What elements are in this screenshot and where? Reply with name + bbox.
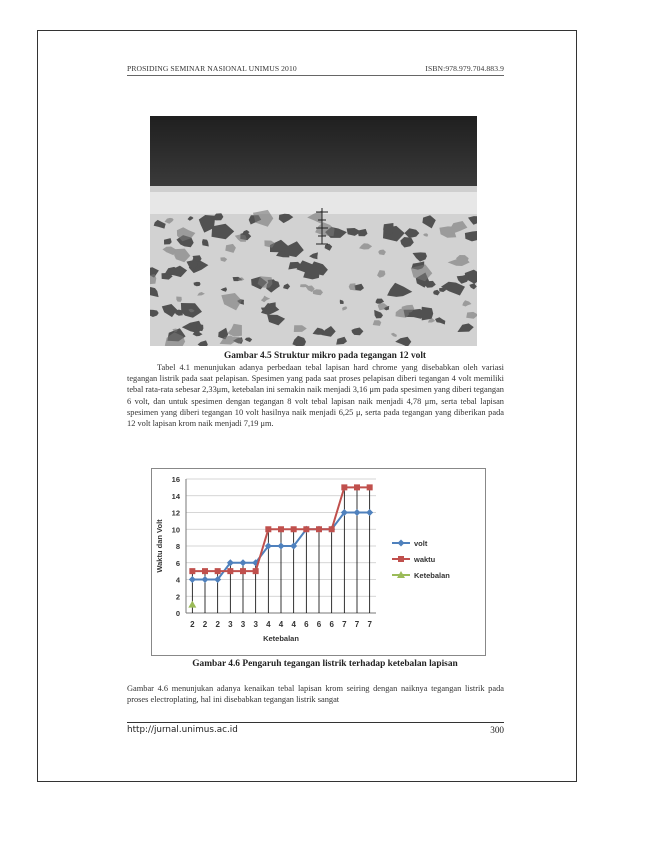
point-waktu <box>303 526 309 532</box>
y-tick-label: 6 <box>175 558 180 568</box>
point-volt <box>278 543 285 550</box>
micrograph-photo <box>150 116 477 346</box>
point-volt <box>366 509 373 516</box>
point-waktu <box>265 526 271 532</box>
x-tick-label: 4 <box>291 620 296 629</box>
y-tick-label: 8 <box>175 542 180 551</box>
point-volt <box>354 509 361 516</box>
paragraph-2-text: Gambar 4.6 menunjukan adanya kenaikan tebal lapisan krom seiring dengan naiknya tegangan listrik pada proses electroplating, hal ini disebabkan tegangan listrik sangat <box>127 684 504 705</box>
y-tick-label: 16 <box>171 475 180 484</box>
x-tick-label: 2 <box>215 620 220 629</box>
y-tick-label: 2 <box>175 592 180 602</box>
x-tick-label: 6 <box>316 620 322 629</box>
paragraph-1-text: Tabel 4.1 menunjukan adanya perbedaan tebal lapisan hard chrome yang disebabkan oleh variasi tegangan listrik pada saat pelapisan. Spesimen yang pada saat proses pelapisan diberi tegangan 4 volt memiliki tebal rata-rata sebesar 2,33μm, ketebalan ini semakin naik menjadi 3,16 μm pada spesimen yang diberi tegangan 6 volt, dan untuk spesimen dengan tegangan 8 volt tebal lapisan naik menjadi 4,78 μm, serta tebal lapisan spesimen yang diberi tegangan 10 volt hasilnya naik menjadi 6,25 μ, serta pada tegangan yang diberikan pada 12 volt lapisan krom naik menjadi 7,19 μm. <box>127 363 504 429</box>
legend-label: waktu <box>414 555 436 564</box>
point-waktu <box>278 526 284 532</box>
point-waktu <box>329 526 335 532</box>
y-axis-title: Waktu dan Volt <box>155 519 164 573</box>
point-volt <box>202 576 209 583</box>
point-waktu <box>202 568 208 574</box>
y-tick-label: 14 <box>171 491 180 501</box>
point-waktu <box>291 526 297 532</box>
legend-marker-icon <box>398 556 404 562</box>
point-waktu <box>354 484 360 490</box>
y-tick-label: 12 <box>171 508 180 518</box>
micrograph-image <box>150 116 477 346</box>
point-waktu <box>253 568 259 574</box>
point-waktu <box>240 568 246 574</box>
point-volt <box>189 576 196 583</box>
paragraph-2 <box>127 683 504 705</box>
voltage-thickness-chart <box>151 468 486 656</box>
figure-4-5-caption: Gambar 4.5 Struktur mikro pada tegangan 12 volt <box>223 351 427 361</box>
y-tick-label: 10 <box>171 525 180 535</box>
legend-marker-icon <box>398 540 405 547</box>
x-tick-label: 3 <box>253 620 258 629</box>
x-tick-label: 2 <box>190 620 195 629</box>
x-tick-label: 3 <box>240 620 246 629</box>
x-tick-label: 7 <box>354 620 360 629</box>
page-footer <box>127 722 504 735</box>
running-header <box>127 64 504 76</box>
x-tick-label: 7 <box>342 620 347 629</box>
point-waktu <box>227 568 233 574</box>
legend-label: volt <box>414 539 428 548</box>
point-volt <box>240 559 247 566</box>
point-waktu <box>215 568 221 574</box>
point-waktu <box>316 526 322 532</box>
footer-url: http://jurnal.unimus.ac.id <box>127 725 238 735</box>
x-tick-label: 2 <box>202 620 208 629</box>
x-tick-label: 6 <box>304 620 309 629</box>
page-number: 300 <box>490 725 504 735</box>
y-tick-label: 4 <box>175 575 180 585</box>
point-waktu <box>367 484 373 490</box>
legend-label: Ketebalan <box>414 571 450 580</box>
point-waktu <box>189 568 195 574</box>
y-tick-label: 0 <box>175 609 180 618</box>
point-ketebalan <box>188 601 196 608</box>
paragraph-1 <box>127 362 504 429</box>
point-waktu <box>341 484 347 490</box>
header-proceedings-title: PROSIDING SEMINAR NASIONAL UNIMUS 2010 <box>127 64 297 73</box>
x-tick-label: 6 <box>329 620 334 629</box>
x-tick-label: 3 <box>228 620 233 629</box>
x-tick-label: 4 <box>266 620 271 629</box>
x-tick-label: 4 <box>278 620 284 629</box>
header-isbn: ISBN:978.979.704.883.9 <box>425 64 504 73</box>
x-axis-title: Ketebalan <box>263 634 299 643</box>
x-tick-label: 7 <box>367 620 372 629</box>
chart-svg <box>152 469 485 655</box>
figure-4-6-caption: Gambar 4.6 Pengaruh tegangan listrik terhadap ketebalan lapisan <box>192 659 458 669</box>
